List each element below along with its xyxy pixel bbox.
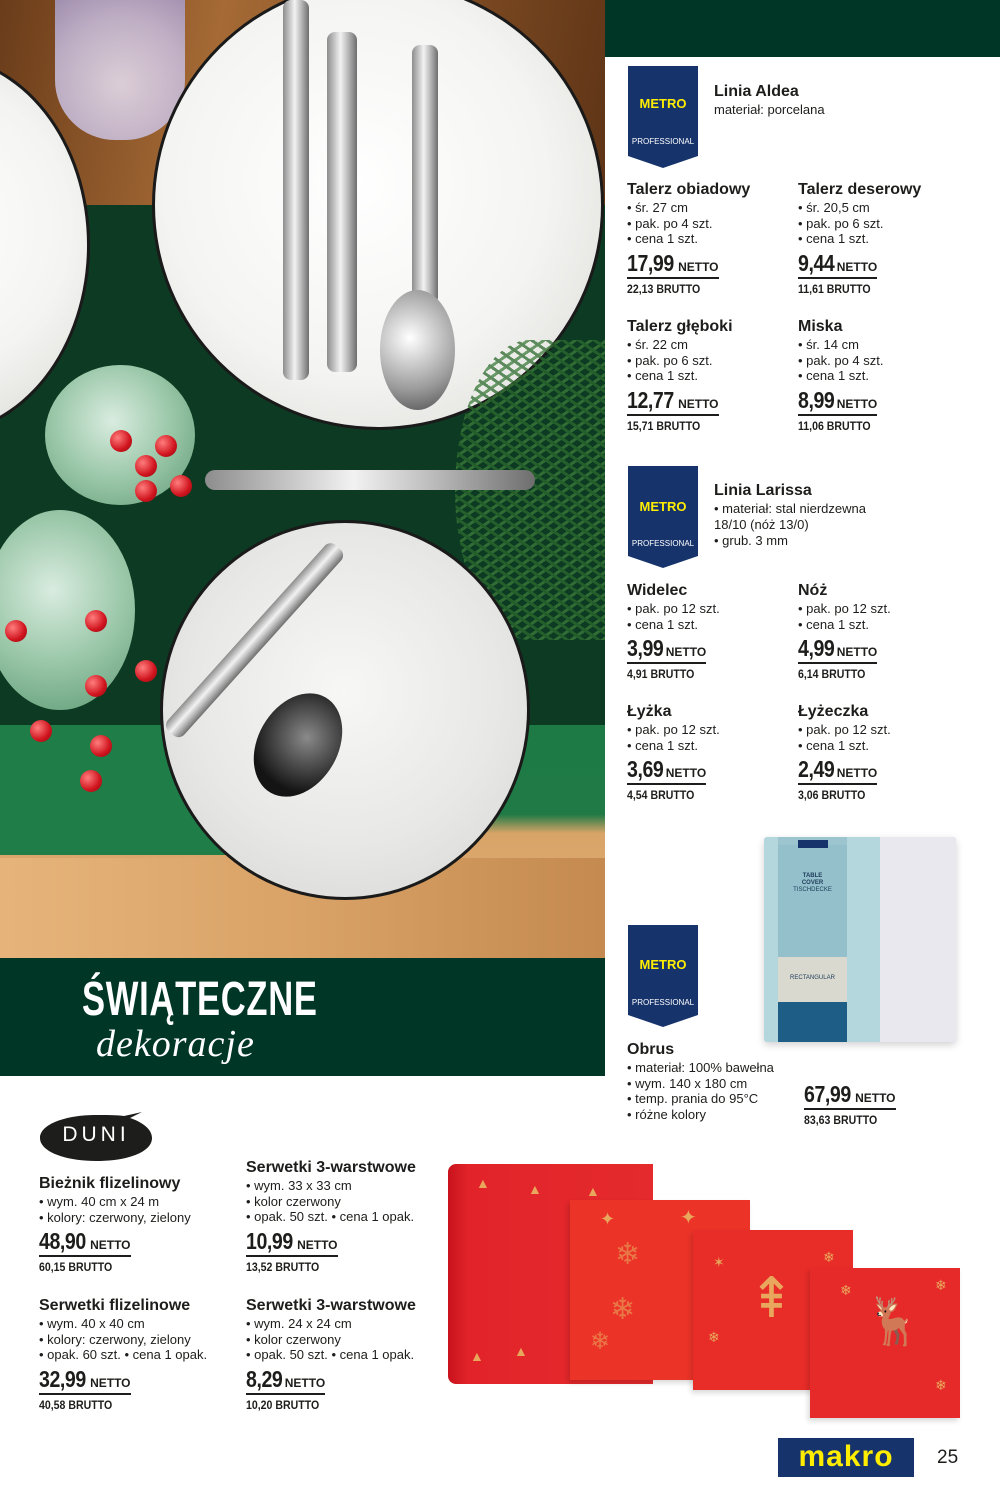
red-berry	[85, 610, 107, 632]
product-name: Widelec	[627, 582, 688, 599]
price-brutto: 11,61 BRUTTO	[798, 281, 871, 296]
price-netto: 3,99 NETTO	[627, 636, 706, 664]
red-berry	[135, 480, 157, 502]
snowflake-icon: ❄	[823, 1249, 835, 1265]
product-attr: • temp. prania do 95°C	[627, 1091, 759, 1106]
product-card	[798, 581, 891, 683]
product-name: Serwetki 3-warstwowe	[246, 1159, 416, 1176]
svg-text:METRO: METRO	[639, 96, 687, 111]
red-berry	[110, 430, 132, 452]
metro-professional-badge	[628, 925, 698, 1027]
product-name: Talerz obiadowy	[627, 181, 751, 198]
drinking-glass	[55, 0, 185, 140]
svg-text:METRO: METRO	[639, 499, 687, 514]
price-brutto: 4,91 BRUTTO	[627, 667, 695, 681]
snowflake-icon: ❄	[590, 1328, 611, 1355]
product-card	[627, 317, 733, 435]
metro-professional-badge	[628, 466, 698, 568]
product-attr: • kolor czerwony	[246, 1331, 341, 1347]
price-brutto: 40,58 BRUTTO	[39, 1397, 113, 1412]
product-attr: • pak. po 6 szt.	[798, 215, 884, 231]
spoon-handle	[412, 45, 438, 305]
price-netto: 2,49 NETTO	[798, 757, 877, 785]
price-brutto: 15,71 BRUTTO	[627, 418, 701, 433]
price-brutto: 11,06 BRUTTO	[798, 418, 871, 433]
red-berry	[155, 435, 177, 457]
price-netto: 67,99 NETTO	[804, 1082, 896, 1110]
star-icon: ✦	[600, 1209, 616, 1229]
price-netto: 32,99 NETTO	[39, 1367, 131, 1395]
star-icon: ✦	[680, 1207, 697, 1229]
red-berry	[85, 675, 107, 697]
product-attr: • śr. 14 cm	[798, 337, 859, 352]
red-berry	[90, 735, 112, 757]
product-card	[627, 1040, 774, 1122]
product-attr: • pak. po 12 szt.	[798, 722, 891, 737]
product-name: Bieżnik flizelinowy	[39, 1175, 181, 1192]
product-card	[627, 180, 750, 298]
product-card	[246, 1158, 416, 1276]
product-attr: • różne kolory	[627, 1106, 706, 1122]
product-name: Łyżeczka	[798, 703, 869, 720]
product-name: Talerz głęboki	[627, 318, 733, 335]
product-attr: • cena 1 szt.	[627, 737, 699, 753]
spoon	[380, 290, 455, 410]
product-attr: • śr. 22 cm	[627, 337, 688, 352]
tablecloth-package-image: TABLE COVER TISCHDECKE RECTANGULAR	[764, 837, 956, 1042]
product-attr: • pak. po 6 szt.	[627, 352, 713, 368]
line-title: Linia Aldea	[714, 83, 799, 100]
reindeer-icon: 🦌	[865, 1295, 923, 1347]
product-attr: • wym. 24 x 24 cm	[246, 1316, 352, 1331]
section-title: ŚWIĄTECZNE	[82, 973, 318, 1026]
snowflake-icon: ❄	[615, 1238, 641, 1271]
product-card	[627, 702, 720, 804]
knife	[283, 0, 309, 380]
line-larissa-header	[714, 481, 866, 549]
line-material: materiał: porcelana	[714, 102, 825, 117]
christmas-tree-icon: ⇞	[748, 1266, 795, 1329]
snowflake-icon: ❄	[708, 1329, 720, 1345]
product-attr: • pak. po 4 szt.	[627, 215, 713, 231]
svg-text:PROFESSIONAL: PROFESSIONAL	[631, 137, 695, 146]
product-name: Nóż	[798, 582, 828, 599]
price-brutto: 3,06 BRUTTO	[798, 788, 866, 802]
product-attr: • cena 1 szt.	[798, 616, 870, 632]
line-aldea-header	[714, 82, 825, 118]
product-attr: • pak. po 12 szt.	[627, 722, 720, 737]
price-brutto: 83,63 BRUTTO	[804, 1113, 878, 1127]
product-attr: • kolory: czerwony, zielony	[39, 1331, 191, 1347]
price-brutto: 4,54 BRUTTO	[627, 788, 695, 802]
obrus-price	[804, 1078, 896, 1129]
product-attr: • cena 1 szt.	[798, 231, 870, 246]
product-attr: • cena 1 szt.	[798, 368, 870, 383]
price-netto: 8,29 NETTO	[246, 1367, 325, 1395]
product-name: Serwetki 3-warstwowe	[246, 1297, 416, 1314]
svg-text:PROFESSIONAL: PROFESSIONAL	[631, 539, 695, 548]
tree-icon: ▲	[476, 1175, 490, 1191]
product-attr: • kolor czerwony	[246, 1193, 341, 1209]
product-card	[798, 702, 891, 804]
price-brutto: 22,13 BRUTTO	[627, 281, 701, 296]
product-attr: • cena 1 szt.	[627, 616, 699, 632]
product-attr: • pak. po 12 szt.	[798, 601, 891, 616]
product-attr: • cena 1 szt.	[627, 368, 699, 383]
deep-plate	[160, 520, 530, 900]
hero-photo-table-setting	[0, 0, 605, 958]
price-netto: 17,99 NETTO	[627, 251, 719, 279]
duni-logo: DUNI	[38, 1112, 154, 1162]
tree-icon: ▲	[528, 1181, 542, 1197]
price-brutto: 60,15 BRUTTO	[39, 1260, 113, 1274]
metro-mini-logo	[798, 840, 828, 848]
price-netto: 12,77 NETTO	[627, 388, 719, 416]
price-brutto: 6,14 BRUTTO	[798, 667, 866, 681]
line-title: Linia Larissa	[714, 482, 812, 499]
product-attr: • śr. 20,5 cm	[798, 200, 870, 215]
svg-text:PROFESSIONAL: PROFESSIONAL	[631, 998, 695, 1007]
red-berry	[5, 620, 27, 642]
napkins-product-image	[440, 1150, 965, 1430]
product-attr: • opak. 60 szt. • cena 1 opak.	[39, 1347, 208, 1362]
price-brutto: 13,52 BRUTTO	[246, 1259, 320, 1274]
header-band	[605, 0, 1000, 57]
product-attr: • wym. 40 cm x 24 m	[39, 1194, 160, 1209]
product-attr: • wym. 140 x 180 cm	[627, 1075, 748, 1091]
red-berry	[135, 660, 157, 682]
red-berry	[30, 720, 52, 742]
red-berry	[135, 455, 157, 477]
price-brutto: 10,20 BRUTTO	[246, 1397, 320, 1412]
snowflake-icon: ❄	[935, 1277, 947, 1293]
page-number: 25	[937, 1447, 959, 1468]
fork	[327, 32, 357, 372]
product-attr: • wym. 33 x 33 cm	[246, 1178, 352, 1193]
price-netto: 9,44 NETTO	[798, 251, 877, 279]
tree-icon: ▲	[514, 1343, 528, 1359]
tree-icon: ▲	[586, 1183, 600, 1199]
price-netto: 48,90 NETTO	[39, 1229, 131, 1257]
price-netto: 4,99 NETTO	[798, 636, 877, 664]
product-name: Miska	[798, 318, 843, 335]
star-icon: ✶	[713, 1254, 725, 1270]
line-attr: • materiał: stal nierdzewna	[714, 501, 866, 516]
snowflake-icon: ❄	[935, 1377, 947, 1393]
makro-logo: makro	[778, 1438, 914, 1477]
package-window	[880, 837, 956, 1042]
line-attr: • grub. 3 mm	[714, 533, 788, 548]
red-berry	[170, 475, 192, 497]
product-card	[798, 317, 883, 435]
snowflake-icon: ❄	[840, 1282, 852, 1298]
price-netto: 8,99 NETTO	[798, 388, 877, 416]
product-attr: • kolory: czerwony, zielony	[39, 1209, 191, 1225]
line-attr: 18/10 (nóż 13/0)	[714, 517, 809, 532]
product-attr: • opak. 50 szt. • cena 1 opak.	[246, 1209, 415, 1224]
product-card	[39, 1296, 207, 1414]
product-attr: • materiał: 100% bawełna	[627, 1060, 774, 1075]
product-name: Talerz deserowy	[798, 181, 922, 198]
product-attr: • pak. po 4 szt.	[798, 352, 884, 368]
product-attr: • wym. 40 x 40 cm	[39, 1316, 145, 1331]
product-attr: • opak. 50 szt. • cena 1 opak.	[246, 1347, 415, 1362]
price-netto: 3,69 NETTO	[627, 757, 706, 785]
snowflake-icon: ❄	[610, 1293, 636, 1326]
napkin-reindeer	[810, 1268, 960, 1418]
product-card	[246, 1296, 416, 1414]
metro-professional-badge	[628, 66, 698, 168]
product-attr: • pak. po 12 szt.	[627, 601, 720, 616]
product-name: Serwetki flizelinowe	[39, 1297, 191, 1314]
product-attr: • cena 1 szt.	[627, 231, 699, 246]
section-subtitle: dekoracje	[96, 1023, 255, 1065]
red-berry	[80, 770, 102, 792]
product-name: Obrus	[627, 1041, 675, 1058]
product-card	[798, 180, 921, 298]
product-name: Łyżka	[627, 703, 672, 720]
tree-icon: ▲	[470, 1348, 484, 1364]
section-title-block	[0, 958, 605, 1076]
product-attr: • cena 1 szt.	[798, 737, 870, 753]
product-card	[39, 1174, 191, 1276]
product-attr: • śr. 27 cm	[627, 200, 688, 215]
svg-text:METRO: METRO	[639, 957, 687, 972]
price-netto: 10,99 NETTO	[246, 1229, 338, 1257]
dessert-spoon	[205, 470, 535, 490]
product-card	[627, 581, 720, 683]
